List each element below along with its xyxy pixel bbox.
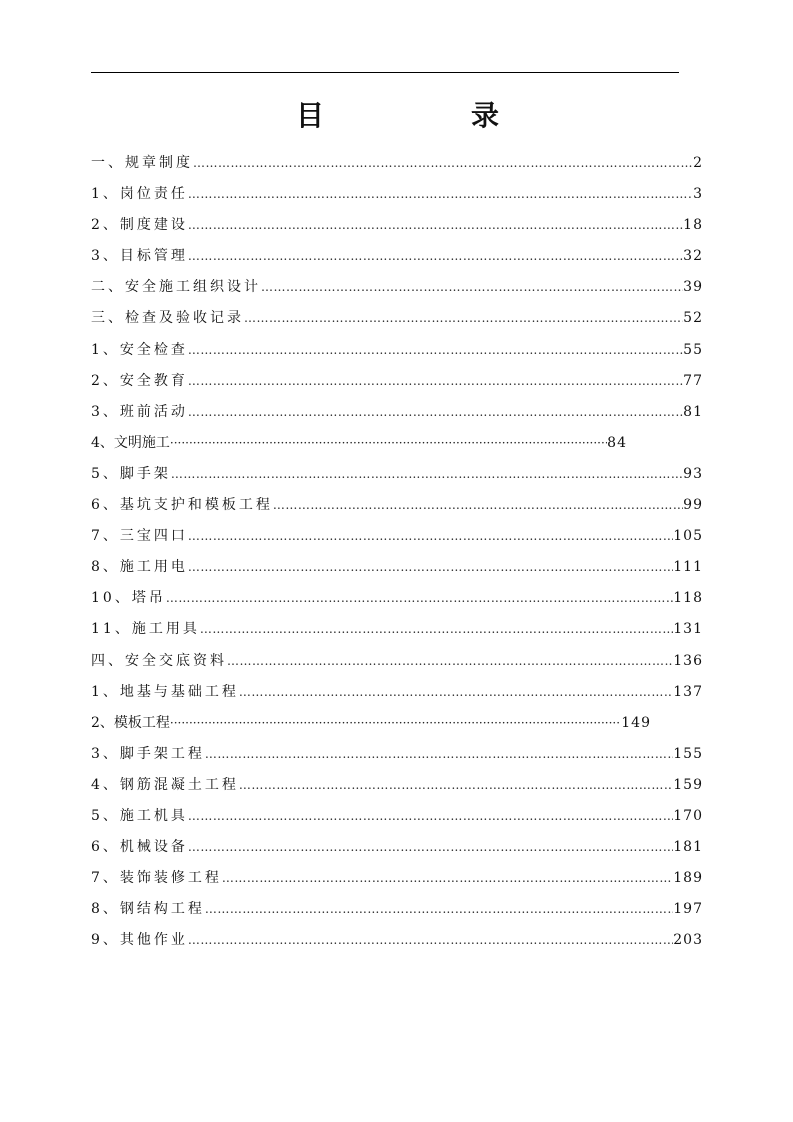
toc-entry-page: 170: [673, 807, 703, 824]
toc-entry-label: 8、钢结构工程: [91, 901, 205, 918]
toc-entry-page: 181: [673, 839, 703, 856]
toc-entry-label: 一、规章制度: [91, 155, 193, 171]
toc-entry-page: 155: [673, 745, 703, 762]
dot-leader: [244, 307, 683, 329]
dot-leader: [188, 370, 683, 392]
dot-leader: [170, 712, 621, 734]
dot-leader: [239, 774, 673, 796]
toc-entry-label: 4、文明施工: [91, 434, 170, 451]
toc-entry[interactable]: [91, 805, 703, 836]
dot-leader: [188, 556, 673, 578]
dot-leader: [239, 681, 673, 703]
toc-entry[interactable]: [91, 307, 703, 338]
dot-leader: [205, 743, 673, 765]
toc-entry-page: 149: [621, 714, 651, 731]
toc-entry[interactable]: [91, 494, 703, 525]
toc-entry[interactable]: [91, 774, 703, 805]
toc-entry[interactable]: [91, 681, 703, 712]
toc-entry[interactable]: [91, 836, 703, 867]
toc-entry-label: 7、三宝四口: [91, 528, 188, 545]
dot-leader: [261, 276, 683, 298]
toc-entry-page: 39: [683, 279, 703, 296]
toc-entry[interactable]: [91, 929, 703, 960]
toc-entry-label: 9、其他作业: [91, 932, 188, 949]
toc-entry[interactable]: [91, 370, 703, 401]
dot-leader: [188, 525, 673, 547]
toc-entry-label: 11、施工用具: [91, 621, 200, 638]
dot-leader: [188, 214, 683, 236]
dot-leader: [188, 836, 673, 858]
toc-entry[interactable]: [91, 587, 703, 618]
toc-entry[interactable]: [91, 712, 651, 743]
toc-entry-page: 159: [673, 776, 703, 793]
toc-entry-label: 二、安全施工组织设计: [91, 279, 261, 296]
dot-leader: [273, 494, 683, 516]
toc-entry-label: 1、岗位责任: [91, 186, 188, 203]
toc-entry-page: 3: [693, 186, 703, 203]
dot-leader: [170, 432, 607, 454]
table-of-contents: [91, 152, 703, 960]
dot-leader: [188, 401, 683, 423]
toc-entry[interactable]: [91, 743, 703, 774]
toc-entry[interactable]: [91, 183, 703, 214]
toc-entry-label: 1、安全检查: [91, 341, 188, 358]
toc-entry-page: 105: [673, 528, 703, 545]
toc-entry[interactable]: [91, 898, 703, 929]
toc-entry[interactable]: [91, 618, 703, 649]
toc-entry-label: 3、班前活动: [91, 403, 188, 420]
toc-entry-label: 3、脚手架工程: [91, 745, 205, 762]
toc-entry-label: 1、地基与基础工程: [91, 683, 239, 700]
toc-entry[interactable]: [91, 245, 703, 276]
toc-entry-label: 2、制度建设: [91, 217, 188, 234]
toc-entry-page: 99: [683, 497, 703, 514]
toc-entry-page: 136: [673, 652, 703, 669]
toc-entry-label: 3、目标管理: [91, 248, 188, 265]
toc-entry-page: 52: [683, 310, 703, 327]
toc-entry-page: 118: [673, 590, 703, 607]
dot-leader: [188, 245, 683, 267]
toc-entry-label: 7、装饰装修工程: [91, 870, 222, 887]
toc-entry-page: 18: [683, 217, 703, 234]
toc-entry[interactable]: [91, 432, 627, 463]
toc-entry-label: 2、安全教育: [91, 372, 188, 389]
toc-entry[interactable]: [91, 401, 703, 432]
dot-leader: [171, 463, 683, 485]
toc-entry-page: 77: [683, 372, 703, 389]
dot-leader: [166, 587, 673, 609]
toc-entry-label: 5、施工机具: [91, 807, 188, 824]
page-title: [0, 96, 793, 136]
toc-entry[interactable]: [91, 556, 703, 587]
toc-entry[interactable]: [91, 339, 703, 370]
toc-entry-label: 10、塔吊: [91, 590, 166, 607]
toc-entry[interactable]: [91, 650, 703, 681]
toc-entry-label: 5、脚手架: [91, 465, 171, 482]
toc-entry-page: 32: [683, 248, 703, 265]
title-char-1: 目: [296, 99, 325, 132]
toc-entry-page: 197: [673, 901, 703, 918]
toc-entry[interactable]: [91, 867, 703, 898]
toc-entry-page: 81: [683, 403, 703, 420]
toc-entry-page: 111: [673, 559, 703, 576]
toc-entry-label: 三、检查及验收记录: [91, 310, 244, 327]
toc-entry[interactable]: [91, 152, 703, 183]
toc-entry[interactable]: [91, 463, 703, 494]
toc-entry-page: 189: [673, 870, 703, 887]
dot-leader: [200, 618, 673, 640]
toc-entry-page: 55: [683, 341, 703, 358]
toc-entry-label: 四、安全交底资料: [91, 652, 227, 669]
toc-entry-page: 84: [607, 434, 627, 451]
dot-leader: [188, 183, 693, 205]
dot-leader: [188, 929, 673, 951]
dot-leader: [205, 898, 673, 920]
toc-entry-page: 93: [683, 465, 703, 482]
toc-entry-label: 8、施工用电: [91, 559, 188, 576]
dot-leader: [188, 805, 673, 827]
toc-entry-label: 6、基坑支护和模板工程: [91, 497, 273, 514]
toc-entry-page: 131: [673, 621, 703, 638]
toc-entry[interactable]: [91, 276, 703, 307]
dot-leader: [188, 339, 683, 361]
toc-entry-page: 203: [673, 932, 703, 949]
toc-entry[interactable]: [91, 525, 703, 556]
header-rule: [91, 72, 679, 73]
toc-entry-page: 137: [673, 683, 703, 700]
dot-leader: [227, 650, 673, 672]
toc-entry[interactable]: [91, 214, 703, 245]
title-char-2: 录: [471, 99, 500, 132]
toc-entry-label: 2、模板工程: [91, 714, 170, 731]
toc-entry-label: 4、钢筋混凝土工程: [91, 776, 239, 793]
dot-leader: [222, 867, 673, 889]
toc-entry-label: 6、机械设备: [91, 839, 188, 856]
dot-leader: [193, 152, 693, 174]
toc-entry-page: 2: [693, 155, 703, 171]
